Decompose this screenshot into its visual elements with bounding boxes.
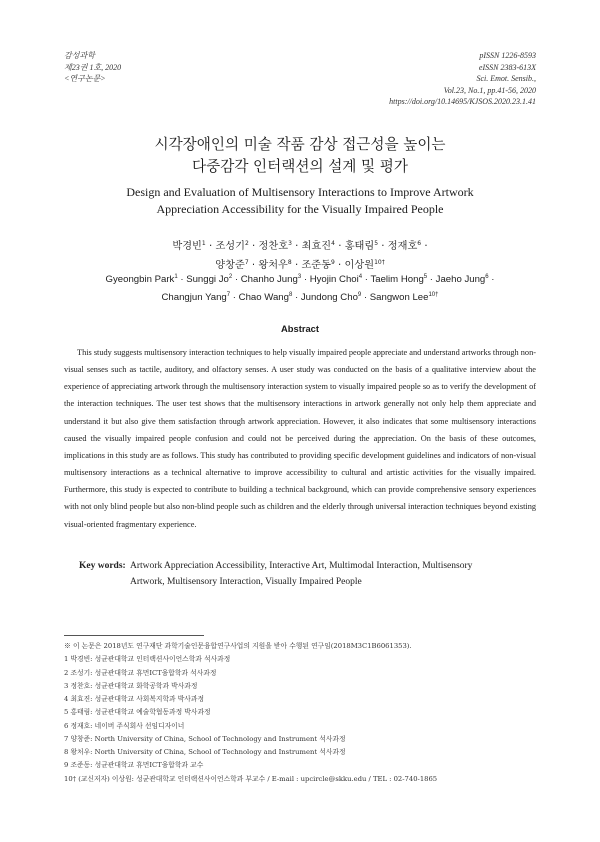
author-name: 왕처우 (258, 260, 288, 271)
author-name: 정재호 (387, 241, 418, 252)
footnote: 6 정재호: 네이버 주식회사 선임디자이너 (64, 721, 185, 730)
authors-korean-line: 박경빈$^1$ · 조성기$^2$ · 정찬호$^3$ · 최효진$^4$ · 홍태림$^5$ · 정재호$^6$ · (172, 240, 428, 252)
author-name: Jundong Cho (300, 291, 358, 303)
affiliation-mark: 3 (297, 274, 302, 280)
footnote: 8 왕처우: North University of China, School of Technology and Instrument 석사과정 (64, 748, 346, 756)
affiliation-mark: 6 (485, 274, 489, 280)
footnote: 1 박경빈: 성균관대학교 인터랙션사이언스학과 석사과정 (64, 655, 231, 664)
affiliation-mark: 1 (201, 240, 206, 247)
affiliation-mark: 6 (417, 240, 422, 247)
funding-note: ※ 이 논문은 2018년도 연구재단 과학기술인문융합연구사업의 지원을 받아 수행된 연구임(2018M3C1B6061353). (64, 642, 412, 650)
author-name: Sunggi Jo (186, 274, 229, 285)
title-korean (0, 134, 600, 178)
author-name: Chanho Jung (240, 274, 298, 285)
journal-name-ko: 감성과학 (64, 51, 95, 60)
abstract-heading: Abstract (280, 323, 320, 334)
authors-korean (0, 236, 600, 274)
affiliation-mark: 9 (330, 259, 335, 266)
author-name: Taelim Hong (370, 274, 424, 285)
footnote-divider (64, 635, 204, 636)
affiliation-mark: 7 (226, 291, 231, 298)
affiliation-mark: 8 (287, 259, 292, 266)
keywords-label: Key words: (79, 561, 126, 571)
volume-pages: Vol.23, No.1, pp.41-56, 2020 (443, 85, 536, 95)
author-name: Jaeho Jung (435, 274, 486, 285)
authors-english (0, 270, 600, 305)
author-name: 조성기 (215, 241, 245, 252)
author-name: Sangwon Lee (369, 291, 429, 303)
title-english-line: Design and Evaluation of Multisensory Interactions to Improve Artwork (126, 185, 474, 199)
corresponding-author-note: 10† (교신저자) 이상원: 성균관대학교 인터랙션사이언스학과 부교수 / E-mail : upcircle@skku.edu / TEL : 02-740-1865 (64, 774, 438, 783)
footnote: 2 조성기: 성균관대학교 휴먼ICT융합학과 석사과정 (64, 668, 217, 677)
author-name: 정찬호 (258, 241, 289, 252)
affiliation-mark: 1 (174, 274, 178, 280)
affiliation-mark: 9 (357, 291, 362, 298)
affiliation-mark: 5 (374, 240, 379, 247)
abstract-body: This study suggests multisensory interaction techniques to help visually impaired people appreciate and understand artworks through non-visual senses such as tactile, auditory, and olfactory senses. A user study was conducted on the basis of a qualitative interview about the experience of appreciating artwork through the multisensory interaction system to visually impaired people so as to verify the development of the interaction techniques. The user test shows that the multisensory interactions in artwork generally not only help them appreciate and understand it but also give them satisfaction through artwork appreciation. However, it also indicates that some multisensory interactions caused the visually impaired people confusion and could not be perceived during the appreciation. On the basis of these outcomes, implications in this study are as follows. This study has contributed to providing specific development guidelines and indicators of non-visual multisensory interactions as a technical alternative to improve accessibility to cultural and artistic activities for the visually impaired. Furthermore, this study is expected to contribute to building a technical background, which can provide comprehensive sensory experiences with not only blind people but also non-blind people such as children and the elderly through universal interaction techniques beyond existing visual-oriented fragmentary experience. (64, 348, 536, 529)
title-english-line: Appreciation Accessibility for the Visually Impaired People (156, 202, 444, 216)
title-korean-line: 시각장애인의 미술 작품 감상 접근성을 높이는 (154, 136, 446, 153)
author-name: 이상원 (344, 260, 375, 271)
footnote: 3 정찬호: 성균관대학교 화학공학과 박사과정 (64, 681, 198, 690)
journal-header-right (389, 50, 536, 108)
doi-link[interactable]: https://doi.org/10.14695/KJSOS.2020.23.1.41 (389, 97, 536, 107)
keywords-text (130, 558, 536, 590)
author-name: Gyeongbin Park (105, 274, 175, 285)
journal-header-left (64, 50, 121, 85)
affiliation-mark: 2 (244, 240, 249, 247)
affiliation-mark: 2 (228, 274, 233, 280)
footnote: 5 홍태림: 성균관대학교 예술학협동과정 박사과정 (64, 708, 211, 717)
affiliation-mark: 10† (374, 259, 385, 266)
footnote: 7 양창준: North University of China, School of Technology and Instrument 석사과정 (64, 734, 346, 743)
author-name: Changjun Yang (161, 291, 227, 303)
affiliation-mark: 8 (288, 291, 293, 298)
affiliation-mark: 10† (428, 291, 439, 298)
affiliation-mark: 4 (331, 240, 335, 247)
author-name: 박경빈 (172, 241, 202, 252)
affiliation-mark: 5 (423, 274, 428, 280)
footnote: 4 최효진: 성균관대학교 사회복지학과 박사과정 (64, 695, 205, 703)
affiliation-mark: 4 (358, 274, 363, 280)
journal-abbrev: Sci. Emot. Sensib., (476, 74, 536, 84)
affiliation-mark: 7 (244, 259, 249, 266)
title-english (0, 184, 600, 218)
footnotes (64, 640, 544, 786)
authors-english-line: Gyeongbin Park$^1$ · Sunggi $Jo^2$ · Chanho Jung$^3$ · Hyojin Choi$^4$ · Taelim Hong$^5$ · Jaeho Jung$^6$ · (105, 274, 495, 285)
author-name: 최효진 (301, 241, 332, 252)
article-type: <연구논문> (64, 74, 106, 84)
author-name: 조준동 (301, 260, 331, 271)
pissn: pISSN 1226-8593 (479, 51, 536, 60)
title-korean-line: 다중감각 인터랙션의 설계 및 평가 (192, 158, 408, 175)
author-name: Hyojin Choi (309, 274, 359, 285)
affiliation-mark: 3 (288, 240, 292, 247)
author-name: 홍태림 (344, 241, 375, 252)
keywords-line: Artwork Appreciation Accessibility, Interactive Art, Multimodal Interaction, Multisensory (130, 561, 473, 571)
keywords-line: Artwork, Multisensory Interaction, Visually Impaired People (130, 577, 362, 587)
authors-korean-line: 양창준$^7$ · 왕처우$^8$ · 조준동$^9$ · 이상원$^{10\dagger}$ (215, 259, 385, 271)
eissn: eISSN 2383-613X (478, 62, 536, 72)
journal-volume-ko: 제23권 1호, 2020 (64, 62, 122, 72)
author-name: Chao Wang (238, 291, 289, 303)
author-name: 양창준 (215, 260, 245, 271)
footnote: 9 조준동: 성균관대학교 휴먼ICT융합학과 교수 (64, 761, 204, 770)
authors-english-line: Changjun Yang$^7$ · Chao Wang$^8$ · Jundong Cho$^9$ · Sangwon Lee$^{10\dagger}$ (161, 291, 439, 303)
